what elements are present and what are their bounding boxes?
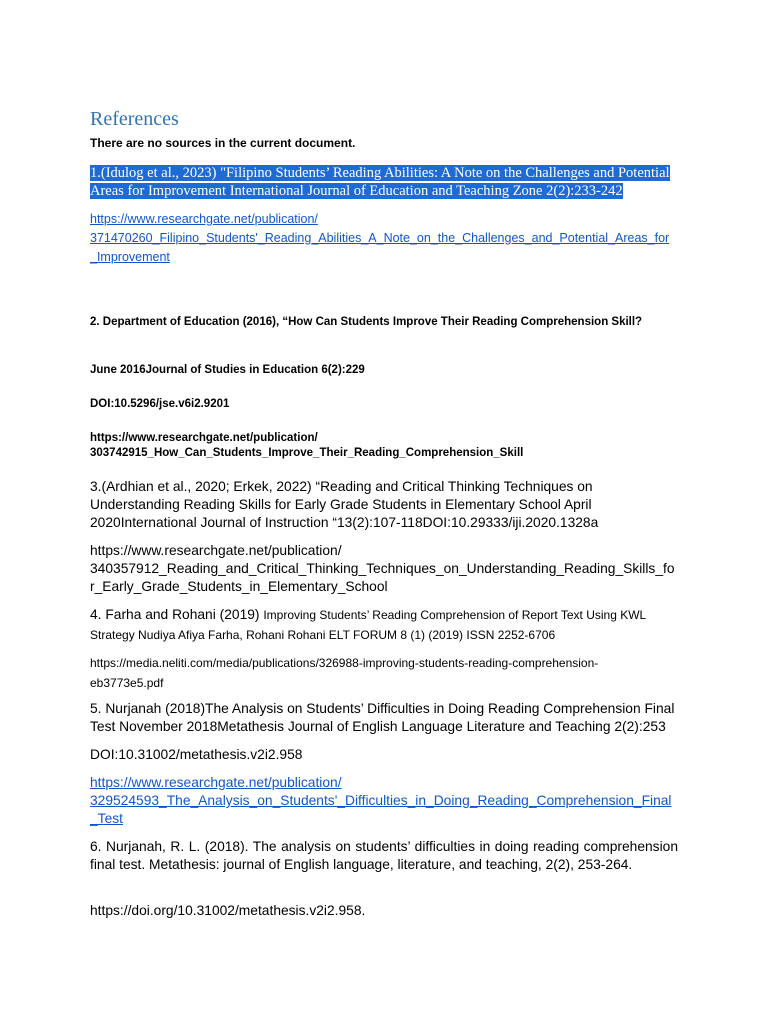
reference-4-url: https://media.neliti.com/media/publications/326988-improving-students-reading-comprehension- eb3773e5.pdf [90, 656, 599, 690]
reference-2-doi: DOI:10.5296/jse.v6i2.9201 [90, 398, 230, 410]
reference-3-url: https://www.researchgate.net/publication/ 340357912_Reading_and_Critical_Thinking_Techniques_on_Understanding_Reading_Skills_fo r_Early_Grade_Students_in_Elementary_School [90, 543, 675, 594]
reference-2-journal: June 2016Journal of Studies in Education 6(2):229 [90, 364, 365, 376]
reference-5: 5. Nurjanah (2018)The Analysis on Students’ Difficulties in Doing Reading Comprehension Final Test November 2018Metathesis Journal of English Language Literature and Teaching 2(2):253 [90, 701, 675, 734]
reference-2-url: https://www.researchgate.net/publication/ 303742915_How_Can_Students_Improve_Their_Reading_Comprehension_Skill [90, 432, 524, 459]
reference-1-link[interactable]: https://www.researchgate.net/publication/ 371470260_Filipino_Students'_Reading_Abilities_A_Note_on_the_Challenges_and_Potential_Areas_for _Improvement [90, 212, 670, 264]
no-sources-note: There are no sources in the current document. [90, 136, 356, 150]
reference-1-selected-text[interactable]: 1.(Idulog et al., 2023) "Filipino Students’ Reading Abilities: A Note on the Challenges and Potential Areas for Improvement International Journal of Education and Teaching Zone 2(2):233-242 [90, 165, 670, 199]
reference-5-link[interactable]: https://www.researchgate.net/publication/ 329524593_The_Analysis_on_Students'_Difficulties_in_Doing_Reading_Comprehension_Final _Test [90, 775, 672, 826]
reference-6-doi: https://doi.org/10.31002/metathesis.v2i2.958. [90, 903, 366, 918]
reference-2-title: 2. Department of Education (2016), “How Can Students Improve Their Reading Comprehension Skill? [90, 316, 643, 328]
reference-4: 4. Farha and Rohani (2019) Improving Students’ Reading Comprehension of Report Text Using KWL Strategy Nudiya Afiya Farha, Rohani Rohani ELT FORUM 8 (1) (2019) ISSN 2252-6706 [90, 607, 646, 642]
reference-3: 3.(Ardhian et al., 2020; Erkek, 2022) “Reading and Critical Thinking Techniques on Understanding Reading Skills for Early Grade Students in Elementary School April 2020International Journal of Instruction “13(2):107-118DOI:10.29333/iji.2020.1328a [90, 479, 599, 530]
reference-5-doi: DOI:10.31002/metathesis.v2i2.958 [90, 747, 303, 762]
reference-1 [90, 164, 678, 200]
reference-6: 6. Nurjanah, R. L. (2018). The analysis on students’ difficulties in doing reading comprehension final test. Metathesis: journal of English language, literature, and teaching, 2(2), 253-264. [90, 839, 678, 872]
page-title: References [90, 108, 179, 130]
